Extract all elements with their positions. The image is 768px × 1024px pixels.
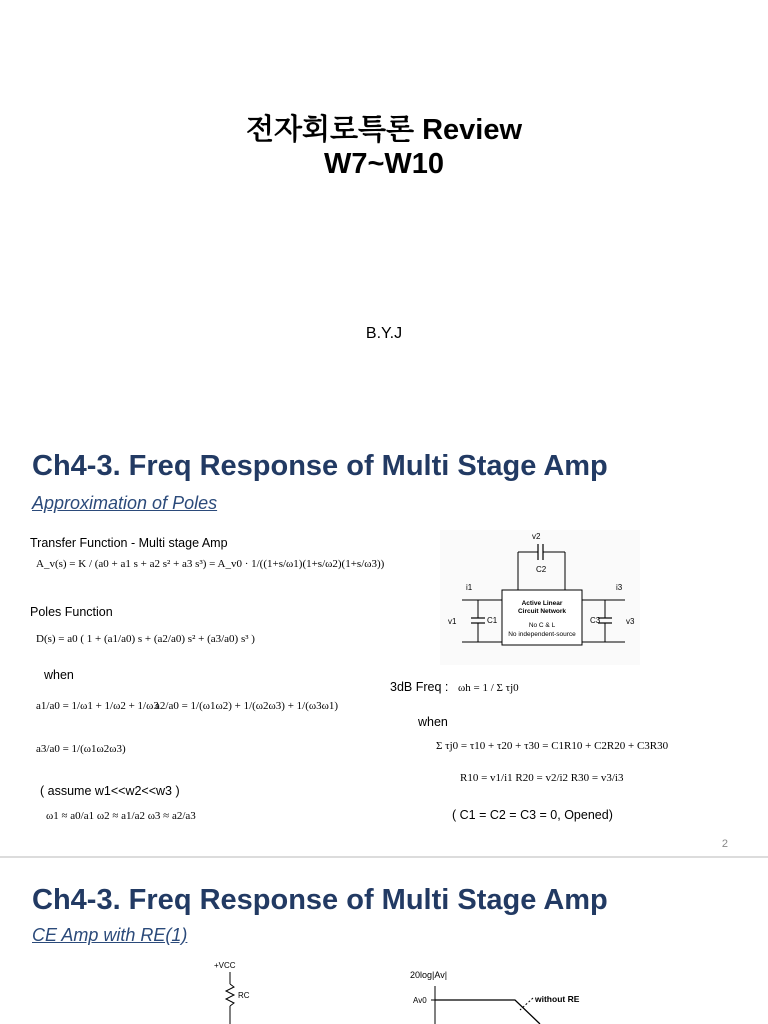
time-constant-sum-equation: Σ τj0 = τ10 + τ20 + τ30 = C1R10 + C2R20 + C3R30 xyxy=(436,740,669,752)
assumption-text: ( assume w1<<w2<<w3 ) xyxy=(40,784,180,798)
slide-heading: Ch4-3. Freq Response of Multi Stage Amp xyxy=(32,884,608,916)
box-line-3: No C & L xyxy=(528,622,556,629)
box-line-1: Active Linear xyxy=(521,600,563,607)
when-label-1: when xyxy=(44,668,74,682)
resistance-equations: R10 = v1/i1 R20 = v2/i2 R30 = v3/i3 xyxy=(460,772,624,784)
av0-label: Av0 xyxy=(413,996,427,1005)
coefficient-a1-equation: a1/a0 = 1/ω1 + 1/ω2 + 1/ω3 xyxy=(36,700,159,712)
transfer-function-label: Transfer Function - Multi stage Amp xyxy=(30,536,228,550)
without-re-label: without RE xyxy=(535,994,580,1004)
content-slide-poles xyxy=(0,418,768,856)
v3-label: v3 xyxy=(626,617,635,626)
i3-label: i3 xyxy=(616,583,623,592)
3db-freq-label: 3dB Freq : xyxy=(390,680,449,694)
slide-subheading: Approximation of Poles xyxy=(32,493,218,513)
slide-subheading: CE Amp with RE(1) xyxy=(32,925,188,945)
transfer-function-equation: A_v(s) = K / (a0 + a1 s + a2 s² + a3 s³) = A_v0 · 1/((1+s/ω1)(1+s/ω2)(1+s/ω3)) xyxy=(36,558,385,570)
c3-label: C3 xyxy=(590,616,601,625)
v2-label: v2 xyxy=(532,532,541,541)
when-label-2: when xyxy=(418,715,448,729)
two-port-circuit-diagram xyxy=(440,530,640,665)
open-circuit-note: ( C1 = C2 = C3 = 0, Opened) xyxy=(452,808,613,822)
gain-frequency-plot xyxy=(405,958,605,1024)
i1-label: i1 xyxy=(466,583,473,592)
poles-function-label: Poles Function xyxy=(30,605,113,619)
content-slide-ce-amp xyxy=(0,858,768,1024)
slide-subtitle: W7~W10 xyxy=(323,148,445,180)
coefficient-a2-equation: a2/a0 = 1/(ω1ω2) + 1/(ω2ω3) + 1/(ω3ω1) xyxy=(155,700,339,712)
author: B.Y.J xyxy=(365,325,403,342)
ce-amp-schematic xyxy=(200,958,280,1024)
box-line-2: Circuit Network xyxy=(517,608,567,615)
gain-axis-label: 20log|Av| xyxy=(410,970,448,980)
vcc-label: +VCC xyxy=(214,961,236,970)
coefficient-a3-equation: a3/a0 = 1/(ω1ω2ω3) xyxy=(36,743,126,755)
c2-label: C2 xyxy=(536,565,547,574)
v1-label: v1 xyxy=(448,617,457,626)
slide-heading: Ch4-3. Freq Response of Multi Stage Amp xyxy=(32,450,608,482)
poles-function-equation: D(s) = a0 ( 1 + (a1/a0) s + (a2/a0) s² + (a3/a0) s³ ) xyxy=(36,633,255,645)
pole-approximation-equation: ω1 ≈ a0/a1 ω2 ≈ a1/a2 ω3 ≈ a2/a3 xyxy=(46,810,196,822)
slide-title: 전자회로특론 Review xyxy=(245,114,523,146)
3db-freq-equation: ωh = 1 / Σ τj0 xyxy=(458,682,519,694)
page-number: 2 xyxy=(721,838,728,850)
title-slide xyxy=(0,0,768,418)
rc-label: RC xyxy=(238,991,250,1000)
c1-label: C1 xyxy=(487,616,498,625)
box-line-4: No independent-source xyxy=(508,631,576,638)
